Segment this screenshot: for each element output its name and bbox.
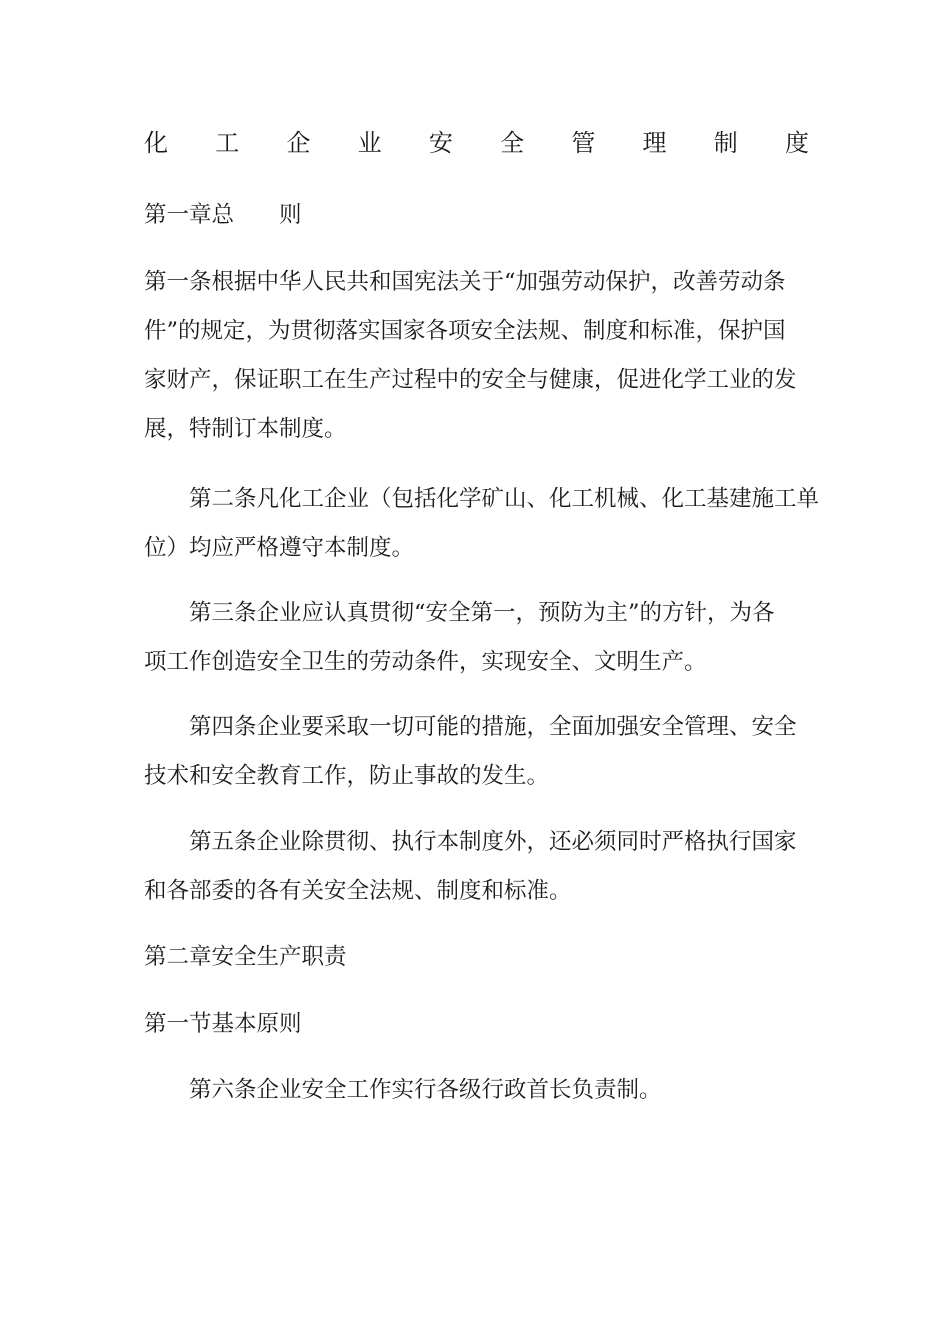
title-char: 制 — [713, 129, 738, 157]
title-char: 度 — [784, 129, 809, 157]
article-2-line: 位）均应严格遵守本制度。 — [144, 535, 415, 561]
article-1-line: 家财产，保证职工在生产过程中的安全与健康，促进化学工业的发 — [144, 367, 797, 393]
chapter-2-heading: 第二章安全生产职责 — [144, 944, 347, 970]
title-char: 理 — [642, 129, 667, 157]
article-4-line: 技术和安全教育工作，防止事故的发生。 — [144, 763, 550, 789]
article-3-line: 第三条企业应认真贯彻“安全第一，预防为主”的方针，为各 — [144, 600, 775, 626]
article-6-line: 第六条企业安全工作实行各级行政首长负责制。 — [144, 1077, 662, 1103]
title-char: 企 — [286, 129, 311, 157]
title-char: 管 — [571, 129, 596, 157]
section-1-heading: 第一节基本原则 — [144, 1011, 302, 1037]
article-1-line: 件”的规定，为贯彻落实国家各项安全法规、制度和标准，保护国 — [144, 318, 786, 344]
article-5-line: 和各部委的各有关安全法规、制度和标准。 — [144, 878, 572, 904]
chapter-1-heading: 第一章总 则 — [144, 202, 302, 228]
title-char: 业 — [357, 129, 382, 157]
article-1-line: 第一条根据中华人民共和国宪法关于“加强劳动保护，改善劳动条 — [144, 269, 786, 295]
article-3-line: 项工作创造安全卫生的劳动条件，实现安全、文明生产。 — [144, 649, 707, 675]
article-4-line: 第四条企业要采取一切可能的措施，全面加强安全管理、安全 — [144, 714, 797, 740]
title-char: 工 — [215, 129, 240, 157]
article-5-line: 第五条企业除贯彻、执行本制度外，还必须同时严格执行国家 — [144, 829, 797, 855]
article-2-line: 第二条凡化工企业（包括化学矿山、化工机械、化工基建施工单 — [144, 486, 820, 512]
article-1-line: 展，特制订本制度。 — [144, 416, 347, 442]
title-char: 化 — [144, 129, 168, 157]
title-char: 全 — [500, 129, 525, 157]
document-title — [144, 126, 809, 160]
title-char: 安 — [428, 129, 453, 157]
